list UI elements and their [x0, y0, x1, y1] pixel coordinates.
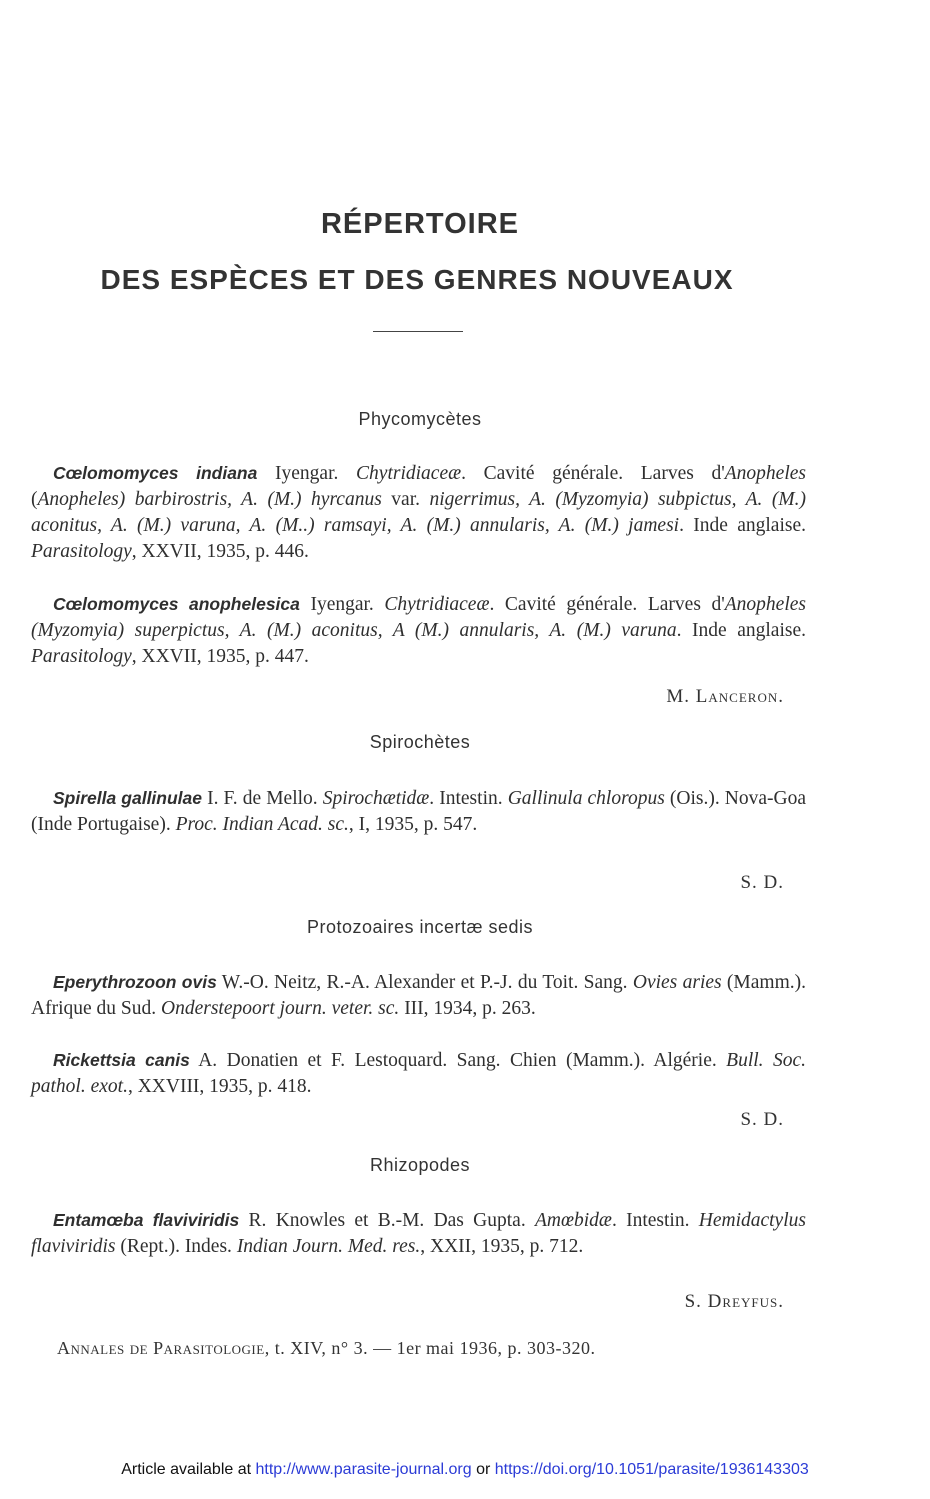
- section-heading-phycomycetes: Phycomycètes: [358, 409, 482, 429]
- entry-entamoeba-flaviviridis: Entamœba flaviviridis R. Knowles et B.-M. Das Gupta. Amœbidæ. Intestin. Hemidactylus flaviviridis (Rept.). Indes. Indian Journ. Med. res., XXII, 1935, p. 712.: [31, 1210, 806, 1257]
- page-subtitle: DES ESPÈCES ET DES GENRES NOUVEAUX: [100, 264, 734, 295]
- signature-rhizopodes: S. Dreyfus.: [684, 1291, 784, 1312]
- entry-coelomomyces-indiana: Cœlomomyces indiana Iyengar. Chytridiaceæ. Cavité générale. Larves d'Anopheles (Anopheles) barbirostris, A. (M.) hyrcanus var. nigerrimus, A. (Myzomyia) subpictus, A. (M.) aconitus, A. (M.) varuna, A. (M..) ramsayi, A. (M.) annularis, A. (M.) jamesi. Inde anglaise. Parasitology, XXVII, 1935, p. 446.: [31, 463, 807, 562]
- genus-name: Cœlomomyces anophelesica: [53, 594, 300, 614]
- section-heading-protozoaires: Protozoaires incertæ sedis: [306, 917, 534, 937]
- doi-link[interactable]: https://doi.org/10.1051/parasite/1936143303: [494, 1461, 809, 1478]
- entry-spirella-gallinulae: Spirella gallinulae I. F. de Mello. Spirochætidæ. Intestin. Gallinula chloropus (Ois.). Nova-Goa (Inde Portugaise). Proc. Indian Acad. sc., I, 1935, p. 547.: [31, 788, 806, 835]
- genus-name: Eperythrozoon ovis: [53, 972, 217, 992]
- article-availability: Article available at http://www.parasite-journal.org or https://doi.org/10.1051/parasite/1936143303: [121, 1461, 809, 1478]
- signature-phycomycetes: M. Lanceron.: [666, 686, 784, 707]
- journal-citation: Annales de Parasitologie, t. XIV, n° 3. — 1er mai 1936, p. 303-320.: [57, 1338, 596, 1358]
- entry-eperythrozoon-ovis: Eperythrozoon ovis W.-O. Neitz, R.-A. Alexander et P.-J. du Toit. Sang. Ovies aries (Mamm.). Afrique du Sud. Onderstepoort journ. veter. sc. III, 1934, p. 263.: [31, 972, 807, 1019]
- section-heading-spirochetes: Spirochètes: [369, 732, 471, 752]
- page-title: RÉPERTOIRE: [320, 208, 519, 240]
- signature-protozoaires: S. D.: [740, 1109, 784, 1130]
- entry-coelomomyces-anophelesica: Cœlomomyces anophelesica Iyengar. Chytridiaceæ. Cavité générale. Larves d'Anopheles (Myzomyia) superpictus, A. (M.) aconitus, A (M.) annularis, A. (M.) varuna. Inde anglaise. Parasitology, XXVII, 1935, p. 447.: [31, 594, 806, 667]
- genus-name: Entamœba flaviviridis: [53, 1210, 240, 1230]
- genus-name: Cœlomomyces indiana: [53, 463, 258, 483]
- section-heading-rhizopodes: Rhizopodes: [369, 1155, 471, 1175]
- entry-rickettsia-canis: Rickettsia canis A. Donatien et F. Lestoquard. Sang. Chien (Mamm.). Algérie. Bull. Soc. pathol. exot., XXVIII, 1935, p. 418.: [31, 1050, 807, 1097]
- genus-name: Spirella gallinulae: [53, 788, 202, 808]
- title-rule: [373, 331, 463, 332]
- genus-name: Rickettsia canis: [53, 1050, 190, 1070]
- journal-link[interactable]: http://www.parasite-journal.org: [255, 1461, 472, 1478]
- signature-spirochetes: S. D.: [740, 872, 784, 893]
